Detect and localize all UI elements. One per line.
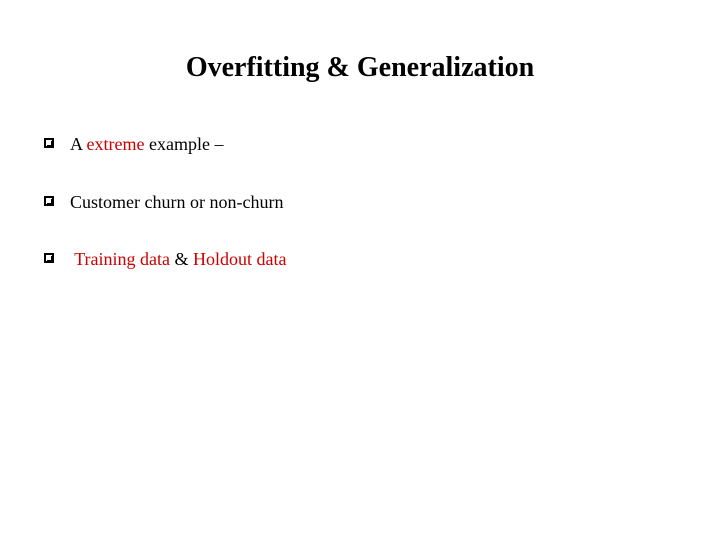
bullet-item-training-holdout (44, 243, 287, 275)
bullet-text (70, 186, 283, 218)
bullet-list (44, 128, 287, 301)
slide-title: Overfitting & Generalization (185, 52, 535, 83)
highlighted-term-training-data: Training data (74, 249, 171, 269)
bullet-text (70, 128, 223, 160)
bullet-text-part: A (70, 134, 87, 154)
hollow-square-bullet-icon (44, 196, 54, 206)
bullet-text-part: example – (144, 134, 224, 154)
hollow-square-bullet-icon (44, 138, 54, 148)
bullet-item-customer-churn (44, 186, 284, 218)
bullet-text-part: & (170, 249, 194, 269)
bullet-text-part: Customer churn or non-churn (70, 191, 284, 212)
hollow-square-bullet-icon (44, 253, 54, 263)
highlighted-term-holdout-data: Holdout data (193, 249, 287, 269)
bullet-item-extreme-example (44, 128, 224, 160)
highlighted-term-extreme: extreme (86, 134, 145, 154)
bullet-text (70, 243, 287, 275)
